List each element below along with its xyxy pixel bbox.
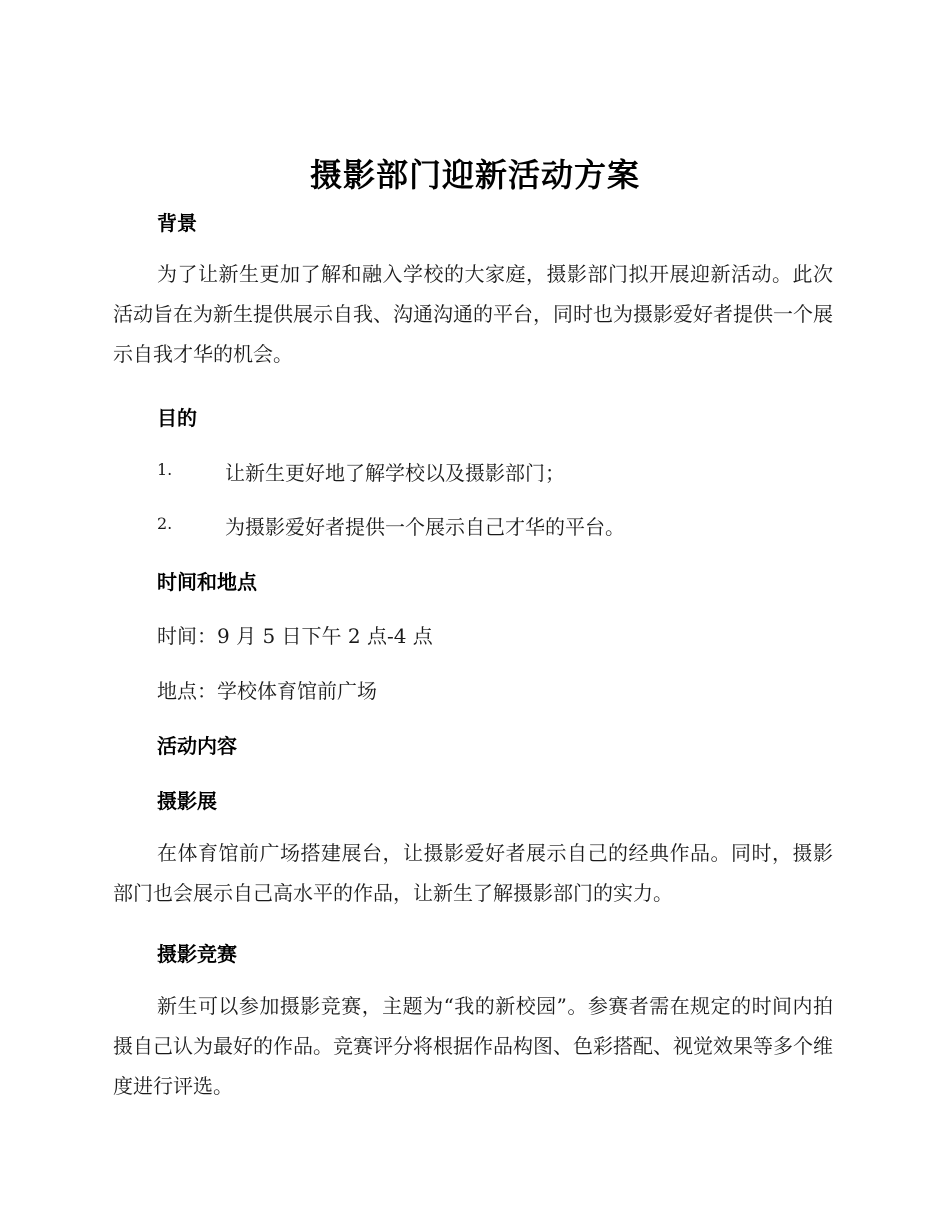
list-item-number: 2. [157,514,173,533]
heading-background: 背景 [157,211,197,235]
heading-purpose: 目的 [157,406,197,430]
paragraph-exhibition: 在体育馆前广场搭建展台，让摄影爱好者展示自己的经典作品。同时，摄影部门也会展示自己高水平的作品，让新生了解摄影部门的实力。 [113,841,833,905]
heading-contest: 摄影竞赛 [157,942,237,966]
list-item-text: 为摄影爱好者提供一个展示自己才华的平台。 [225,515,625,539]
list-item-number: 1. [157,460,173,479]
heading-exhibition: 摄影展 [157,789,217,813]
time-line: 时间：9 月 5 日下午 2 点-4 点 [157,624,433,648]
list-item-text: 让新生更好地了解学校以及摄影部门； [225,461,565,485]
paragraph-contest: 新生可以参加摄影竞赛，主题为“我的新校园”。参赛者需在规定的时间内拍摄自己认为最好的作品。竞赛评分将根据作品构图、色彩搭配、视觉效果等多个维度进行评选。 [113,994,833,1098]
document-title: 摄影部门迎新活动方案 [309,156,640,194]
paragraph-background: 为了让新生更加了解和融入学校的大家庭，摄影部门拟开展迎新活动。此次活动旨在为新生提供展示自我、沟通沟通的平台，同时也为摄影爱好者提供一个展示自我才华的机会。 [113,262,833,366]
heading-time-place: 时间和地点 [157,570,257,594]
place-line: 地点：学校体育馆前广场 [157,679,377,703]
heading-activity-content: 活动内容 [157,734,237,758]
